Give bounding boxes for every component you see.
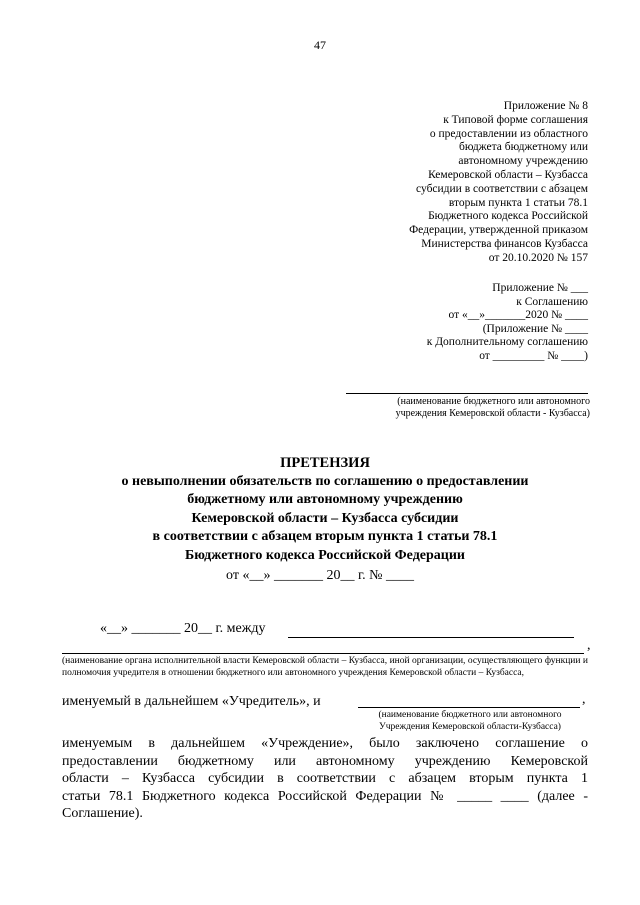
between-blank-line xyxy=(288,637,574,638)
annex-header xyxy=(348,100,588,266)
annex-line: бюджета бюджетному или xyxy=(458,141,588,154)
institution-caption xyxy=(330,709,610,733)
annex-line: субсидии в соответствии с абзацем xyxy=(416,182,588,195)
org-caption: (наименование органа исполнительной власти Кемеровской области – Кузбасса, иной организации, осуществляющего функции и полномочия учредителя в отношении бюджетного или автономного учреждения Кемеровской области – Кузбасса, xyxy=(62,656,588,679)
annex-line: от 20.10.2020 № 157 xyxy=(488,251,588,264)
annex-line: к Типовой форме соглашения xyxy=(443,113,588,126)
agreement-ref-line: от «__»_______2020 № ____ xyxy=(448,309,588,322)
agreement-ref-line: к Дополнительному соглашению xyxy=(426,336,588,349)
title-line: о невыполнении обязательств по соглашению о предоставлении xyxy=(121,473,529,489)
annex-line: Кемеровской области – Кузбасса xyxy=(428,168,588,181)
body-paragraph xyxy=(62,735,588,823)
agreement-reference xyxy=(348,282,588,364)
body-line: именуемым в дальнейшем «Учреждение», было заключено соглашение о xyxy=(62,736,588,751)
institution-blank-line xyxy=(358,707,580,708)
recipient-caption-line: (наименование бюджетного или автономного xyxy=(397,396,590,407)
body-line: статьи 78.1 Бюджетного кодекса Российской Федерации № _____ ____ (далее - xyxy=(62,788,588,804)
document-title xyxy=(60,454,590,565)
recipient-caption xyxy=(330,396,590,420)
claim-date-line: от «__» _______ 20__ г. № ____ xyxy=(226,568,414,583)
org-blank-line xyxy=(62,653,584,654)
title-line: бюджетному или автономному учреждению xyxy=(187,492,463,507)
annex-line: Федерации, утвержденной приказом xyxy=(409,224,588,237)
annex-line: о предоставлении из областного xyxy=(429,127,588,140)
org-comma: , xyxy=(587,638,591,653)
body-line: предоставлении бюджетному или автономному учреждению Кемеровской xyxy=(62,753,588,769)
title-line: в соответствии с абзацем вторым пункта 1 статьи 78.1 xyxy=(152,529,498,544)
agreement-ref-line: (Приложение № ____ xyxy=(482,322,588,335)
title-line: Бюджетного кодекса Российской Федерации xyxy=(184,547,465,563)
title-heading: ПРЕТЕНЗИЯ xyxy=(280,455,370,471)
agreement-ref-line: к Соглашению xyxy=(516,295,588,308)
recipient-blank-line xyxy=(346,393,588,394)
annex-line: Министерства финансов Кузбасса xyxy=(421,237,588,250)
institution-comma: , xyxy=(582,692,586,707)
page-number: 47 xyxy=(314,38,326,52)
body-line: области – Кузбасса субсидии в соответствии с абзацем вторым пункта 1 xyxy=(62,771,588,787)
agreement-ref-line: Приложение № ___ xyxy=(492,282,588,294)
agreement-ref-line: от _________ № ____) xyxy=(479,349,588,362)
annex-line: Приложение № 8 xyxy=(503,100,588,112)
institution-caption-line: (наименование бюджетного или автономного xyxy=(378,710,562,720)
institution-caption-line: Учреждения Кемеровской области-Кузбасса) xyxy=(379,722,561,732)
recipient-caption-line: учреждения Кемеровской области - Кузбасса) xyxy=(395,408,590,419)
agreement-between-line: «__» _______ 20__ г. между xyxy=(100,621,266,636)
body-line: Соглашение). xyxy=(62,806,143,822)
founder-line: именуемый в дальнейшем «Учредитель», и xyxy=(62,694,321,709)
annex-line: вторым пункта 1 статьи 78.1 xyxy=(448,196,588,209)
annex-line: автономному учреждению xyxy=(458,155,588,168)
title-line: Кемеровской области – Кузбасса субсидии xyxy=(191,510,459,526)
annex-line: Бюджетного кодекса Российской xyxy=(428,210,588,223)
